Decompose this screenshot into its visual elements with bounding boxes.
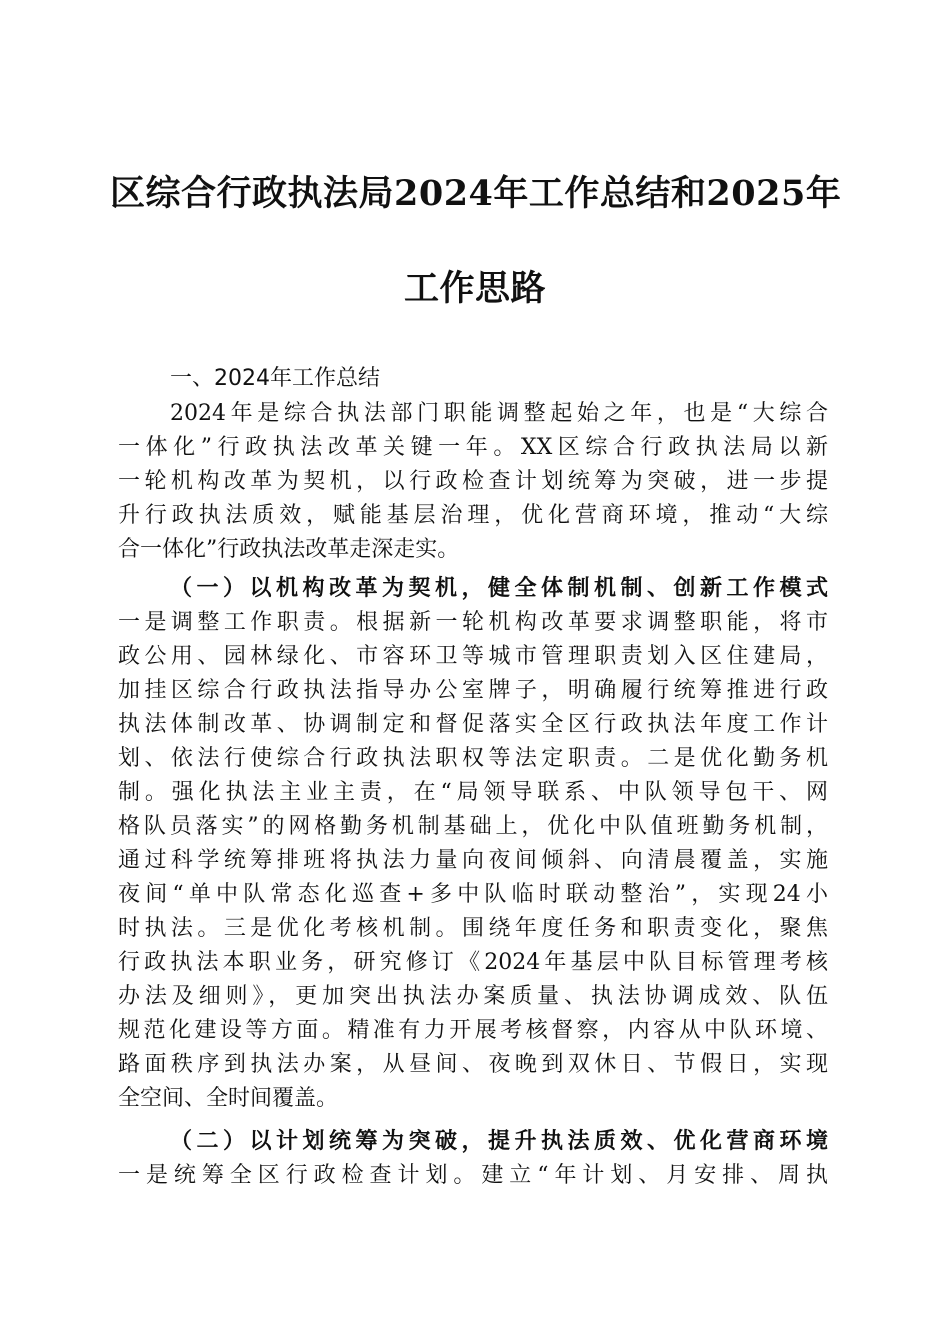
paragraph-line: 升行政执法质效，赋能基层治理，优化营商环境，推动“大综 [118,503,828,528]
paragraph-line: 一是调整工作职责。根据新一轮机构改革要求调整职能，将市 [118,610,828,635]
paragraph-line: 全空间、全时间覆盖。 [118,1086,339,1111]
paragraph-line: 规范化建设等方面。精准有力开展考核督察，内容从中队环境、 [118,1018,828,1043]
paragraph-line: 执法体制改革、协调制定和督促落实全区行政执法年度工作计 [118,712,828,737]
document-title-line-1: 区综合行政执法局2024年工作总结和2025年 [110,173,842,214]
paragraph-line: 划、依法行使综合行政执法职权等法定职责。二是优化勤务机 [118,746,828,771]
paragraph-line: 一是统筹全区行政检查计划。建立“年计划、月安排、周执 [118,1163,828,1188]
paragraph-line: 2024年是综合执法部门职能调整起始之年，也是“大综合 [170,401,828,426]
paragraph-line: 格队员落实”的网格勤务机制基础上，优化中队值班勤务机制， [118,814,828,839]
paragraph-line: 合一体化”行政执法改革走深走实。 [118,537,460,562]
paragraph-line: 夜间“单中队常态化巡查+多中队临时联动整治”，实现24小 [118,882,828,907]
paragraph-line: 通过科学统筹排班将执法力量向夜间倾斜、向清晨覆盖，实施 [118,848,828,873]
subsection-heading-1: （一）以机构改革为契机，健全体制机制、创新工作模式 [170,575,828,601]
paragraph-line: 一轮机构改革为契机，以行政检查计划统筹为突破，进一步提 [118,469,828,494]
paragraph-line: 办法及细则》，更加突出执法办案质量、执法协调成效、队伍 [118,984,828,1009]
paragraph-line: 行政执法本职业务，研究修订《2024年基层中队目标管理考核 [118,950,828,975]
document-title-line-2: 工作思路 [403,268,546,309]
paragraph-line: 路面秩序到执法办案，从昼间、夜晚到双休日、节假日，实现 [118,1052,828,1077]
paragraph-line: 一体化”行政执法改革关键一年。XX区综合行政执法局以新 [118,435,828,460]
subsection-heading-2: （二）以计划统筹为突破，提升执法质效、优化营商环境 [170,1128,828,1154]
paragraph-line: 制。强化执法主业主责，在“局领导联系、中队领导包干、网 [118,780,828,805]
paragraph-line: 时执法。三是优化考核机制。围绕年度任务和职责变化，聚焦 [118,916,828,941]
paragraph-line: 加挂区综合行政执法指导办公室牌子，明确履行统筹推进行政 [118,678,828,703]
paragraph-line: 政公用、园林绿化、市容环卫等城市管理职责划入区住建局， [118,644,828,669]
section-heading-2024-summary: 一、2024年工作总结 [170,366,380,391]
